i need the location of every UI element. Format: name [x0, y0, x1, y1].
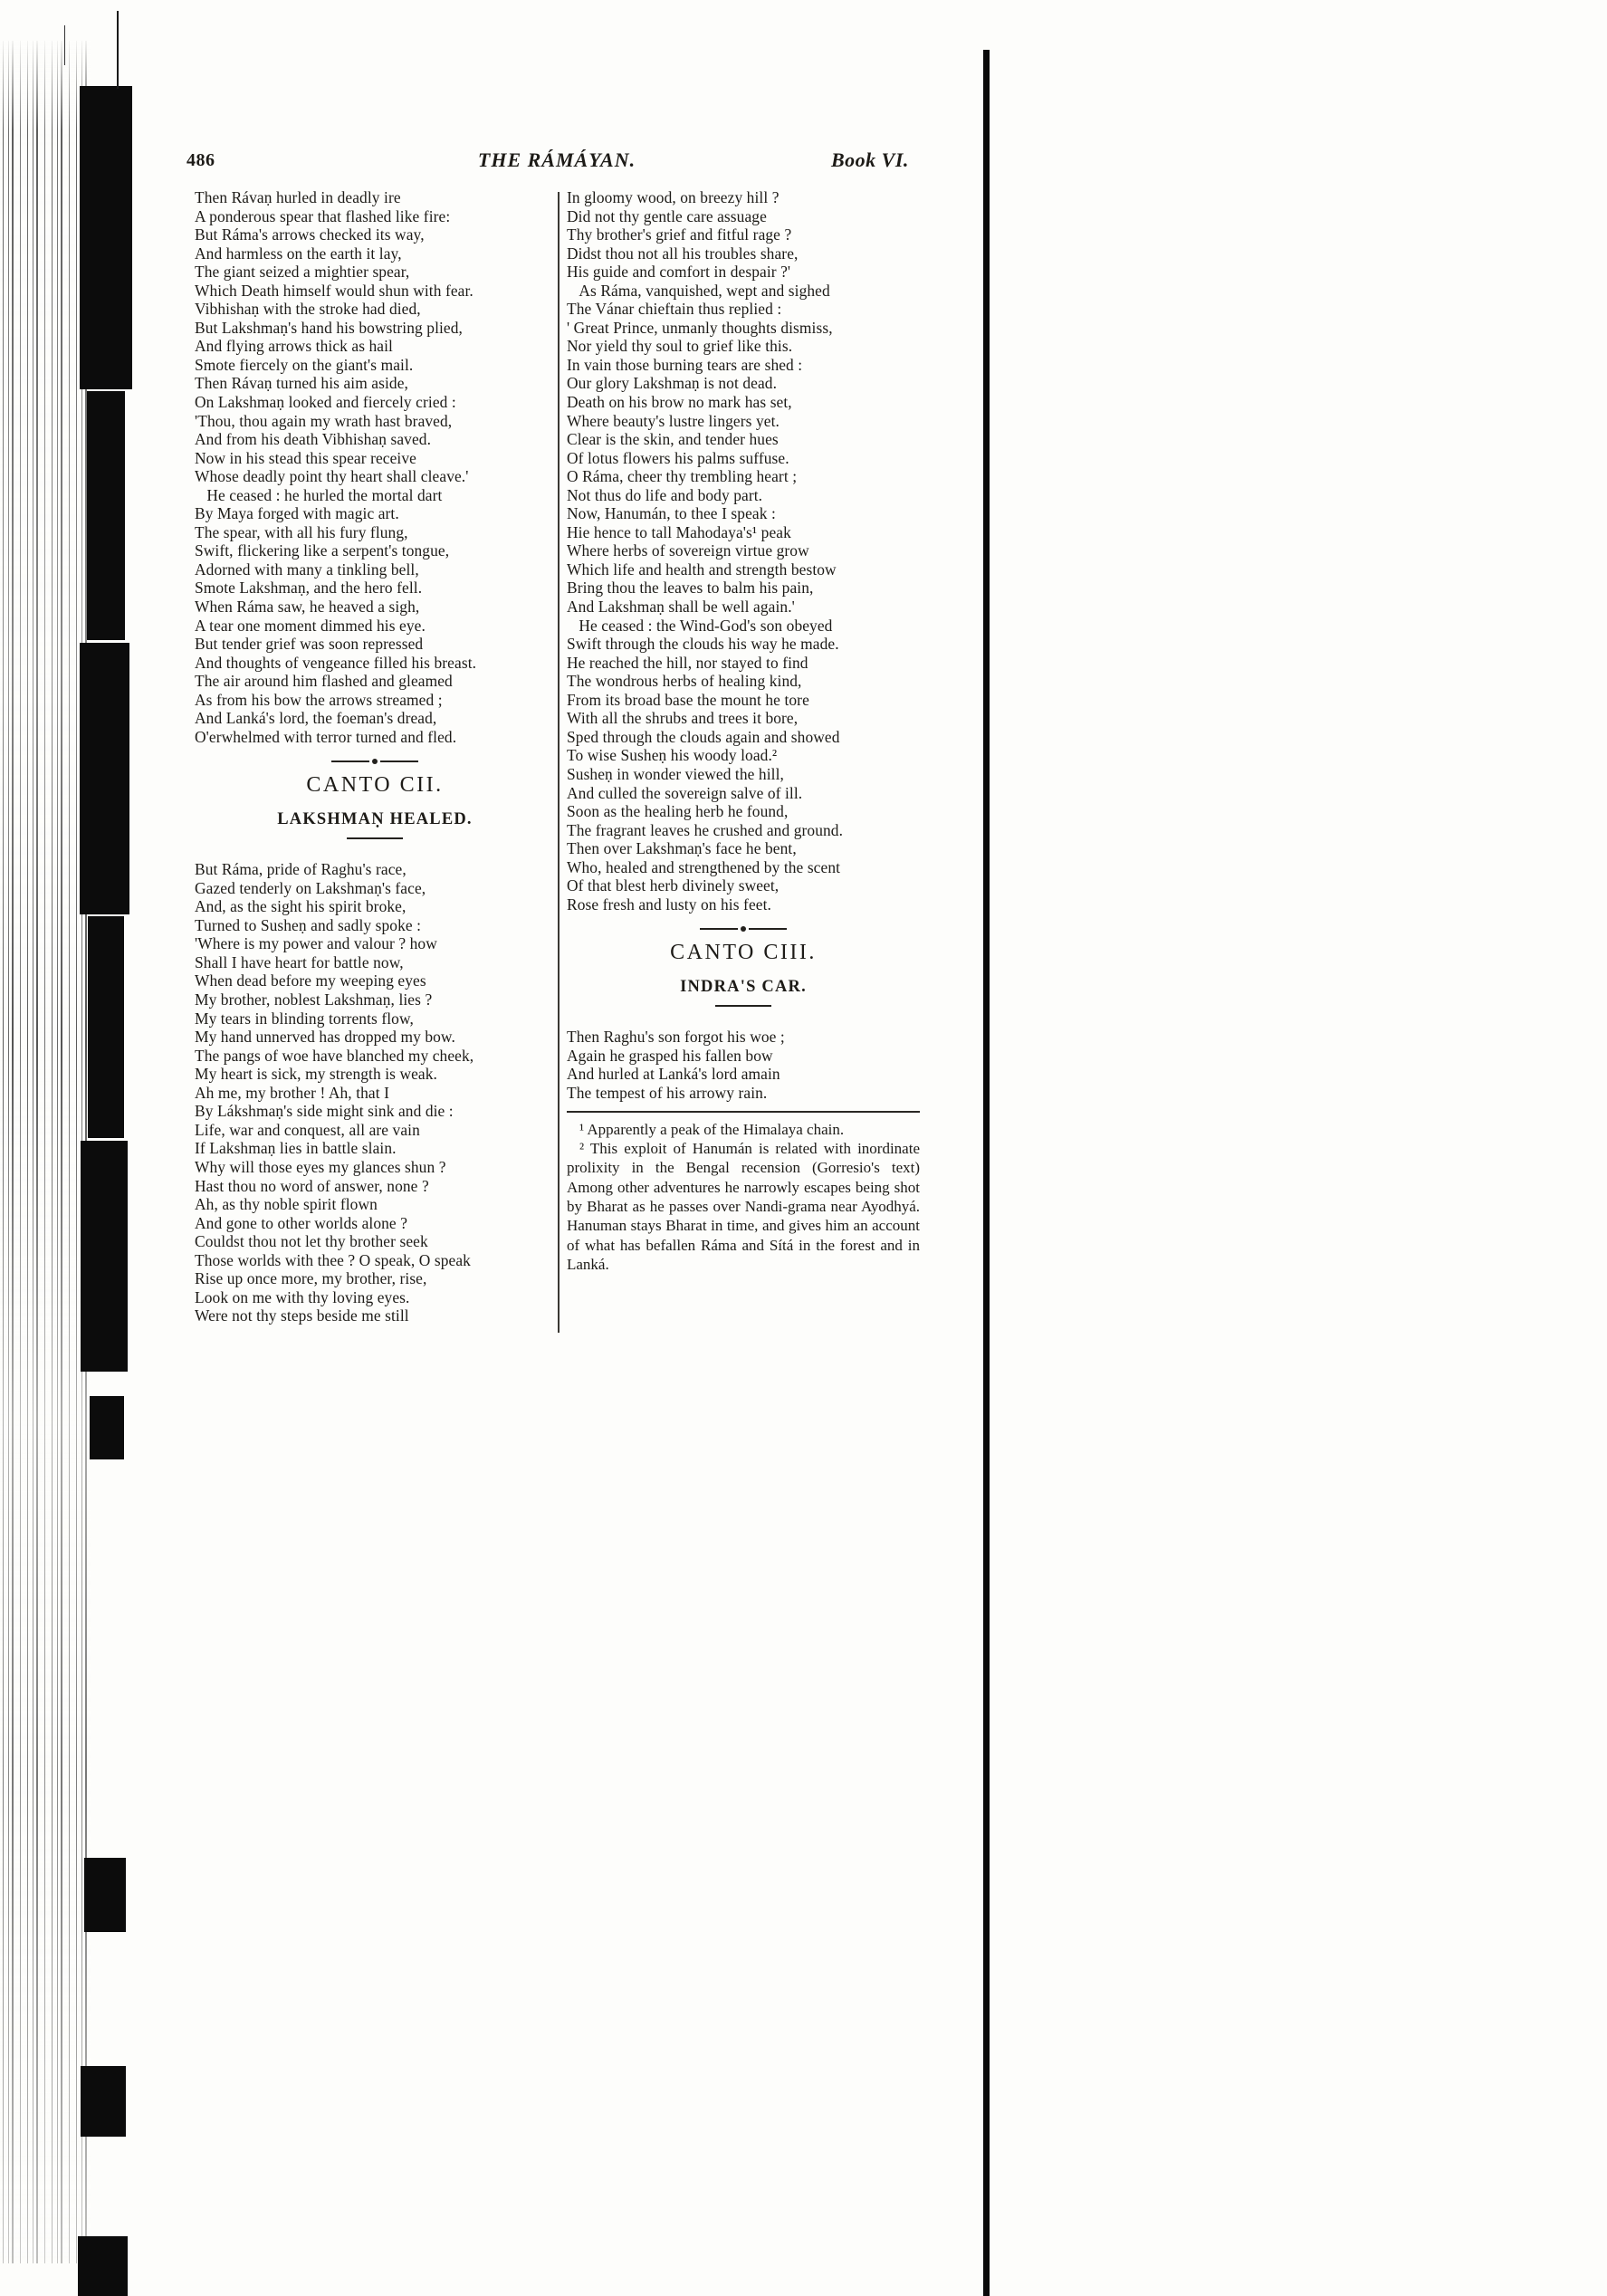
poem-line: Did not thy gentle care assuage — [567, 206, 767, 225]
rule-segment — [380, 761, 418, 762]
running-title: THE RÁMÁYAN. — [477, 148, 636, 171]
scan-artifact-blob — [81, 1141, 128, 1372]
poem-line: Smote fiercely on the giant's mail. — [195, 355, 414, 374]
poem-line: Not thus do life and body part. — [567, 485, 763, 504]
poem-line: As Ráma, vanquished, wept and sighed — [567, 281, 830, 300]
poem-line: Sped through the clouds again and showed — [567, 727, 840, 746]
poem-line: When Ráma saw, he heaved a sigh, — [195, 598, 420, 617]
scan-artifact-mark — [117, 11, 119, 89]
right-stanza-2 — [567, 1028, 920, 1102]
poem-line: He ceased : he hurled the mortal dart — [195, 485, 443, 504]
poem-line: A tear one moment dimmed his eye. — [195, 616, 426, 635]
poem-line: Of that blest herb divinely sweet, — [567, 876, 780, 895]
poem-line: And Lakshmaṇ shall be well again.' — [567, 598, 795, 617]
poem-line: The pangs of woe have blanched my cheek, — [195, 1046, 474, 1065]
poem-line: Didst thou not all his troubles share, — [567, 244, 799, 263]
scan-artifact-blob — [88, 916, 124, 1138]
scan-artifact-page-edge — [983, 50, 990, 2296]
poem-line: Those worlds with thee ? O speak, O speak — [195, 1250, 471, 1269]
poem-line: Vibhishaṇ with the stroke had died, — [195, 300, 421, 319]
poem-line: Ah me, my brother ! Ah, that I — [195, 1083, 390, 1102]
poem-line: Where herbs of sovereign virtue grow — [567, 541, 809, 560]
poem-line: By Maya forged with magic art. — [195, 504, 399, 523]
rule-dot — [741, 926, 746, 932]
poem-line: On Lakshmaṇ looked and fiercely cried : — [195, 393, 456, 412]
poem-line: Which Death himself would shun with fear. — [195, 281, 473, 300]
poem-line: Again he grasped his fallen bow — [567, 1046, 773, 1065]
poem-line: Now in his stead this spear receive — [195, 448, 416, 467]
canto-title: CANTO CII. — [306, 773, 444, 798]
poem-line: With all the shrubs and trees it bore, — [567, 709, 799, 728]
poem-line: To wise Susheṇ his woody load.² — [567, 746, 778, 765]
canto-ciii-heading-block — [567, 926, 920, 1028]
poem-line: Then over Lakshmaṇ's face he bent, — [567, 839, 797, 858]
poem-line: From its broad base the mount he tore — [567, 690, 809, 709]
poem-line: Rise up once more, my brother, rise, — [195, 1269, 427, 1288]
poem-line: Which life and health and strength bestow — [567, 560, 837, 579]
poem-line: And thoughts of vengeance filled his breast. — [195, 653, 477, 672]
poem-line: Death on his brow no mark has set, — [567, 393, 792, 412]
poem-line: If Lakshmaṇ lies in battle slain. — [195, 1139, 397, 1158]
poem-line: Then Rávaṇ turned his aim aside, — [195, 374, 408, 393]
poem-line: Why will those eyes my glances shun ? — [195, 1157, 446, 1176]
poem-line: My heart is sick, my strength is weak. — [195, 1065, 437, 1084]
poem-line: My tears in blinding torrents flow, — [195, 1009, 414, 1028]
poem-line: But tender grief was soon repressed — [195, 635, 424, 654]
poem-line: Thy brother's grief and fitful rage ? — [567, 225, 792, 244]
scan-artifact-blob — [84, 1858, 126, 1932]
poem-line: Hast thou no word of answer, none ? — [195, 1176, 429, 1195]
poem-line: Adorned with many a tinkling bell, — [195, 560, 419, 579]
poem-line: My brother, noblest Lakshmaṇ, lies ? — [195, 990, 433, 1009]
scan-artifact-blob — [81, 2066, 126, 2137]
poem-line: The wondrous herbs of healing kind, — [567, 672, 802, 691]
poem-line: Bring thou the leaves to balm his pain, — [567, 579, 814, 598]
right-stanza-1 — [567, 188, 920, 914]
poem-line: Then Rávaṇ hurled in deadly ire — [195, 188, 401, 206]
scan-artifact-mark — [64, 25, 65, 65]
poem-line: Whose deadly point thy heart shall cleave.' — [195, 467, 469, 486]
poem-line: Shall I have heart for battle now, — [195, 952, 404, 971]
poem-line: And Lanká's lord, the foeman's dread, — [195, 709, 437, 728]
poem-line: In vain those burning tears are shed : — [567, 355, 803, 374]
footnote-separator-rule — [567, 1111, 920, 1113]
poem-line: But Ráma's arrows checked its way, — [195, 225, 425, 244]
canto-subtitle: LAKSHMAṆ HEALED. — [277, 810, 473, 829]
rule-segment — [331, 761, 369, 762]
canto-title: CANTO CIII. — [670, 941, 817, 965]
poem-line: Look on me with thy loving eyes. — [195, 1287, 410, 1306]
poem-line: As from his bow the arrows streamed ; — [195, 690, 443, 709]
page-number: 486 — [187, 150, 215, 170]
canto-underline-rule — [347, 837, 403, 839]
scan-artifact-blob — [90, 1396, 124, 1459]
poem-line: But Lakshmaṇ's hand his bowstring plied, — [195, 318, 463, 337]
poem-line: Couldst thou not let thy brother seek — [195, 1232, 428, 1251]
poem-line: Then Raghu's son forgot his woe ; — [567, 1028, 785, 1047]
poem-line: Smote Lakshmaṇ, and the hero fell. — [195, 579, 423, 598]
canto-ornament-rule — [195, 759, 555, 764]
poem-line: 'Where is my power and valour ? how — [195, 934, 437, 953]
poem-line: The fragrant leaves he crushed and ground. — [567, 820, 844, 839]
poem-line: Now, Hanumán, to thee I speak : — [567, 504, 776, 523]
poem-line: The tempest of his arrowy rain. — [567, 1083, 768, 1102]
poem-line: Clear is the skin, and tender hues — [567, 430, 779, 449]
poem-line: Swift through the clouds his way he made. — [567, 635, 839, 654]
poem-line: Soon as the healing herb he found, — [567, 802, 789, 821]
canto-subtitle: INDRA'S CAR. — [680, 978, 807, 997]
poem-line: The giant seized a mightier spear, — [195, 263, 410, 282]
rule-segment — [749, 928, 787, 930]
poem-line: 'Thou, thou again my wrath hast braved, — [195, 411, 453, 430]
poem-line: He ceased : the Wind-God's son obeyed — [567, 616, 833, 635]
poem-line: Hie hence to tall Mahodaya's¹ peak — [567, 522, 791, 541]
poem-line: Susheṇ in wonder viewed the hill, — [567, 764, 784, 783]
poem-line: Ah, as thy noble spirit flown — [195, 1195, 378, 1214]
right-column — [567, 188, 920, 1274]
poem-line: Where beauty's lustre lingers yet. — [567, 411, 780, 430]
left-stanza-2 — [195, 860, 555, 1325]
poem-line: And, as the sight his spirit broke, — [195, 897, 407, 916]
canto-ornament-rule — [567, 926, 920, 932]
footnote-paragraph: ² This exploit of Hanumán is related with inordinate prolixity in the Bengal recension (Gorresio's text) Among other adventures he narrowly escapes being shot by Bharat as he passes over Nandi-grama near Ayodhyá. Hanuman stays Bharat in time, and gives him an account of what has befallen Ráma and Sítá in the forest and in Lanká. — [567, 1140, 920, 1273]
poem-line: When dead before my weeping eyes — [195, 971, 426, 990]
poem-line: Swift, flickering like a serpent's tongue, — [195, 541, 450, 560]
poem-line: ' Great Prince, unmanly thoughts dismiss, — [567, 318, 833, 337]
footnote-paragraph: ¹ Apparently a peak of the Himalaya chain. — [579, 1120, 845, 1138]
poem-line: And hurled at Lanká's lord amain — [567, 1065, 780, 1084]
rule-segment — [700, 928, 738, 930]
left-stanza-1 — [195, 188, 555, 746]
poem-line: And gone to other worlds alone ? — [195, 1213, 408, 1232]
poem-line: And culled the sovereign salve of ill. — [567, 783, 803, 802]
poem-line: Turned to Susheṇ and sadly spoke : — [195, 915, 422, 934]
poem-line: Our glory Lakshmaṇ is not dead. — [567, 374, 778, 393]
poem-line: And from his death Vibhishaṇ saved. — [195, 430, 432, 449]
poem-line: In gloomy wood, on breezy hill ? — [567, 188, 780, 206]
column-divider-rule — [558, 192, 560, 1333]
scan-artifact-left-streaks — [0, 41, 91, 2263]
canto-underline-rule — [715, 1005, 771, 1007]
scan-artifact-blob — [80, 86, 132, 389]
footnotes — [567, 1120, 920, 1274]
canto-cii-heading-block — [195, 759, 555, 860]
poem-line: But Ráma, pride of Raghu's race, — [195, 860, 407, 879]
poem-line: Nor yield thy soul to grief like this. — [567, 337, 793, 356]
book-label: Book VI. — [831, 148, 909, 171]
poem-line: Life, war and conquest, all are vain — [195, 1120, 420, 1139]
poem-line: My hand unnerved has dropped my bow. — [195, 1028, 455, 1047]
poem-line: By Lákshmaṇ's side might sink and die : — [195, 1102, 454, 1121]
poem-line: The Vánar chieftain thus replied : — [567, 300, 782, 319]
scan-artifact-blob — [80, 643, 129, 914]
poem-line: His guide and comfort in despair ?' — [567, 263, 791, 282]
scan-artifact-blob — [78, 2236, 128, 2296]
poem-line: Gazed tenderly on Lakshmaṇ's face, — [195, 878, 426, 897]
poem-line: O'erwhelmed with terror turned and fled. — [195, 727, 457, 746]
left-column — [195, 188, 555, 1325]
poem-line: He reached the hill, nor stayed to find — [567, 653, 808, 672]
poem-line: Of lotus flowers his palms suffuse. — [567, 448, 789, 467]
poem-line: Who, healed and strengthened by the scent — [567, 857, 841, 876]
poem-line: The air around him flashed and gleamed — [195, 672, 453, 691]
poem-line: And flying arrows thick as hail — [195, 337, 393, 356]
poem-line: The spear, with all his fury flung, — [195, 522, 408, 541]
poem-line: A ponderous spear that flashed like fire: — [195, 206, 451, 225]
rule-dot — [372, 759, 378, 764]
poem-line: Were not thy steps beside me still — [195, 1306, 409, 1325]
scan-artifact-blob — [87, 391, 125, 640]
poem-line: Rose fresh and lusty on his feet. — [567, 894, 771, 914]
poem-line: And harmless on the earth it lay, — [195, 244, 402, 263]
poem-line: O Ráma, cheer thy trembling heart ; — [567, 467, 798, 486]
